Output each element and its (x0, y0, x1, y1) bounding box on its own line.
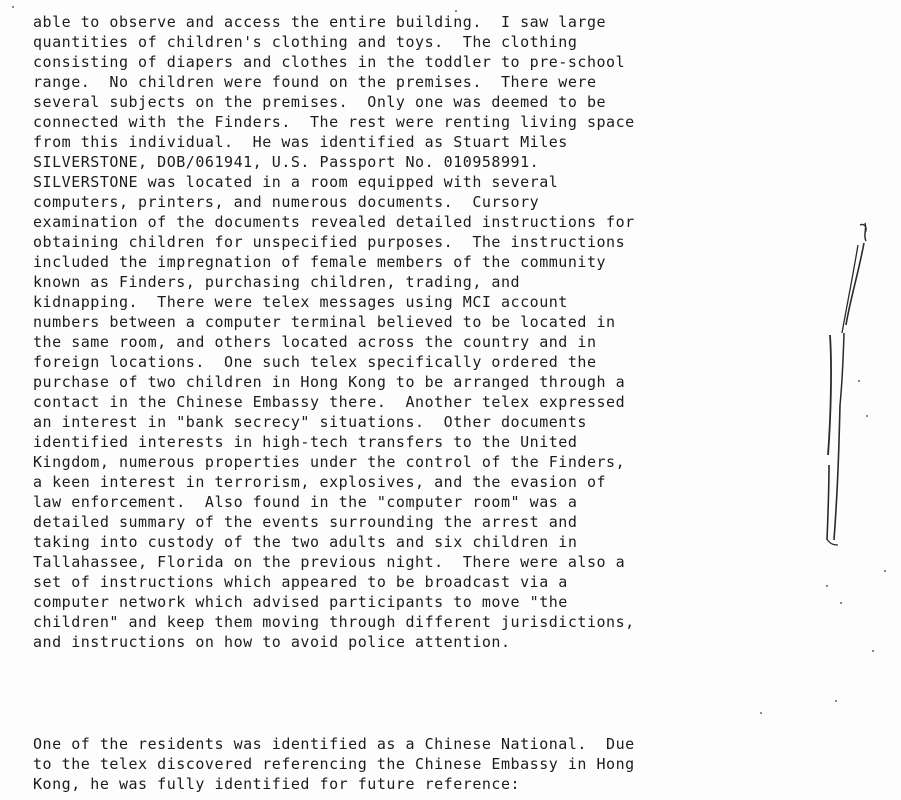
text-line: range. No children were found on the premises. There were (33, 73, 597, 91)
text-line: Kingdom, numerous properties under the control of the Finders, (33, 453, 626, 471)
text-line: connected with the Finders. The rest were renting living space (33, 113, 635, 131)
paragraph-chinese-national (33, 734, 635, 794)
text-line: an interest in "bank secrecy" situations. Other documents (33, 413, 587, 431)
scan-speck (884, 570, 886, 572)
text-line: several subjects on the premises. Only one was deemed to be (33, 93, 607, 111)
scan-speck (826, 585, 828, 587)
scan-speck (760, 712, 762, 714)
text-line: set of instructions which appeared to be broadcast via a (33, 573, 568, 591)
text-line: taking into custody of the two adults and six children in (33, 533, 578, 551)
text-line: children" and keep them moving through different jurisdictions, (33, 613, 635, 631)
scan-speck (840, 602, 842, 604)
text-line: a keen interest in terrorism, explosives, and the evasion of (33, 473, 607, 491)
text-line: from this individual. He was identified as Stuart Miles (33, 133, 568, 151)
text-line: consisting of diapers and clothes in the toddler to pre-school (33, 53, 626, 71)
text-line: quantities of children's clothing and toys. The clothing (33, 33, 578, 51)
text-line: kidnapping. There were telex messages using MCI account (33, 293, 568, 311)
text-line: foreign locations. One such telex specifically ordered the (33, 353, 597, 371)
text-line: and instructions on how to avoid police attention. (33, 633, 511, 651)
text-line: computers, printers, and numerous documents. Cursory (33, 193, 540, 211)
text-line: able to observe and access the entire building. I saw large (33, 13, 607, 31)
text-line: included the impregnation of female members of the community (33, 253, 607, 271)
text-line: SILVERSTONE, DOB/061941, U.S. Passport No. 010958991. (33, 153, 540, 171)
text-line: law enforcement. Also found in the "computer room" was a (33, 493, 578, 511)
text-line: obtaining children for unspecified purposes. The instructions (33, 233, 626, 251)
scan-speck (835, 700, 837, 702)
text-line: One of the residents was identified as a Chinese National. Due (33, 735, 635, 753)
text-line: numbers between a computer terminal believed to be located in (33, 313, 616, 331)
paragraph-search-findings (33, 12, 635, 652)
text-line: known as Finders, purchasing children, trading, and (33, 273, 521, 291)
text-line: the same room, and others located across the country and in (33, 333, 597, 351)
scan-speck (858, 380, 860, 382)
text-line: examination of the documents revealed detailed instructions for (33, 213, 635, 231)
text-line: detailed summary of the events surrounding the arrest and (33, 513, 578, 531)
text-line: SILVERSTONE was located in a room equipped with several (33, 173, 559, 191)
handwritten-margin-bracket (820, 215, 880, 555)
scan-speck (12, 6, 14, 8)
scan-speck (866, 415, 868, 417)
text-line: contact in the Chinese Embassy there. Another telex expressed (33, 393, 626, 411)
text-line: Tallahassee, Florida on the previous night. There were also a (33, 553, 626, 571)
scan-speck (455, 10, 457, 12)
text-line: identified interests in high-tech transfers to the United (33, 433, 578, 451)
text-line: purchase of two children in Hong Kong to be arranged through a (33, 373, 626, 391)
text-line: computer network which advised participants to move "the (33, 593, 568, 611)
text-line: to the telex discovered referencing the Chinese Embassy in Hong (33, 755, 635, 773)
scan-speck (872, 650, 874, 652)
text-line: Kong, he was fully identified for future reference: (33, 775, 521, 793)
